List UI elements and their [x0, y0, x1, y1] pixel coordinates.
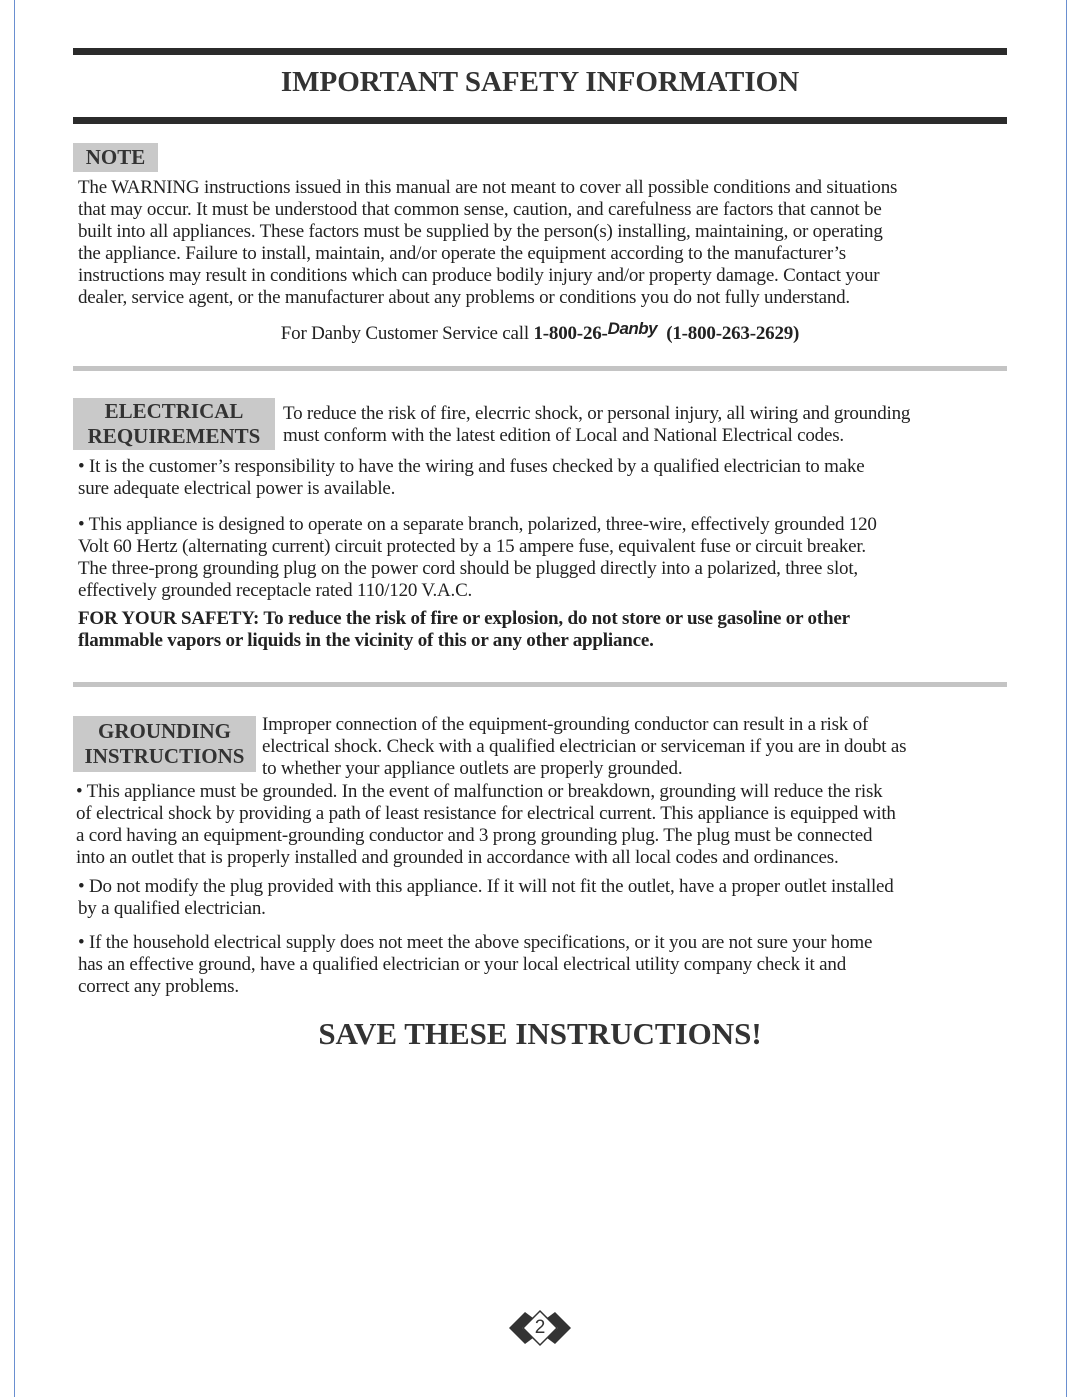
section-divider: [73, 366, 1007, 371]
text-line: a cord having an equipment-grounding conductor and 3 prong grounding plug. The plug must be connected: [76, 825, 873, 846]
electrical-intro: [283, 403, 910, 447]
text-line: correct any problems.: [78, 976, 239, 997]
electrical-bullet-2: [78, 514, 877, 602]
service-prefix: For Danby Customer Service call: [280, 323, 534, 344]
title-rule-top: [73, 48, 1007, 55]
text-line: by a qualified electrician.: [78, 898, 266, 919]
text-line: that may occur. It must be understood that common sense, caution, and carefulness are factors that cannot be: [78, 199, 882, 220]
text-line: Improper connection of the equipment-grounding conductor can result in a risk of: [262, 714, 869, 735]
text-line: ELECTRICAL: [104, 399, 244, 423]
text-line: has an effective ground, have a qualified electrician or your local electrical utility company check it and: [78, 954, 846, 975]
safety-warning: [78, 608, 850, 652]
text-line: built into all appliances. These factors must be supplied by the person(s) installing, maintaining, or operating: [78, 221, 883, 242]
electrical-bullet-1: [78, 456, 864, 500]
service-number: (1-800-263-2629): [666, 323, 800, 344]
text-line: to whether your appliance outlets are properly grounded.: [262, 758, 683, 779]
title-rule-bottom: [73, 117, 1007, 124]
page-title: IMPORTANT SAFETY INFORMATION: [280, 66, 800, 98]
grounding-instructions-label: [73, 716, 256, 772]
text-line: The three-prong grounding plug on the power cord should be plugged directly into a polarized, three slot,: [78, 558, 858, 579]
text-line: Volt 60 Hertz (alternating current) circuit protected by a 15 ampere fuse, equivalent fuse or circuit breaker.: [78, 536, 866, 557]
danby-logo: Danby: [607, 319, 658, 338]
text-line: must conform with the latest edition of Local and National Electrical codes.: [283, 425, 844, 446]
text-line: into an outlet that is properly installed and grounded in accordance with all local codes and ordinances.: [76, 847, 839, 868]
page-number: 2: [534, 1317, 546, 1338]
page-border-right: [1066, 0, 1067, 1397]
section-divider: [73, 682, 1007, 687]
text-line: GROUNDING: [97, 719, 231, 743]
text-line: To reduce the risk of fire, elecrric shock, or personal injury, all wiring and grounding: [283, 403, 911, 424]
text-line: flammable vapors or liquids in the vicinity of this or any other appliance.: [78, 630, 654, 651]
text-line: REQUIREMENTS: [87, 424, 261, 448]
note-paragraph: [78, 177, 897, 309]
text-line: • If the household electrical supply does not meet the above specifications, or it you are not sure your home: [78, 932, 873, 953]
text-line: instructions may result in conditions which can produce bodily injury and/or property damage. Contact your: [78, 265, 880, 286]
text-line: • It is the customer’s responsibility to have the wiring and fuses checked by a qualified electrician to make: [78, 456, 865, 477]
page-number-badge: [505, 1305, 575, 1351]
text-line: effectively grounded receptacle rated 110/120 V.A.C.: [78, 580, 473, 601]
text-line: FOR YOUR SAFETY: To reduce the risk of fire or explosion, do not store or use gasoline or other: [78, 608, 850, 629]
electrical-requirements-label: [73, 398, 275, 450]
save-instructions-heading: SAVE THESE INSTRUCTIONS!: [318, 1016, 762, 1051]
text-line: the appliance. Failure to install, maintain, and/or operate the equipment according to the manufacturer’s: [78, 243, 846, 264]
grounding-bullet-3: [78, 932, 872, 998]
service-number-prefix: 1-800-26-: [533, 323, 608, 344]
text-line: • Do not modify the plug provided with this appliance. If it will not fit the outlet, have a proper outlet installed: [78, 876, 894, 897]
grounding-intro: [262, 714, 906, 780]
customer-service-line: [0, 319, 1080, 345]
text-line: of electrical shock by providing a path of least resistance for electrical current. This appliance is equipped with: [76, 803, 896, 824]
text-line: INSTRUCTIONS: [84, 744, 245, 768]
text-line: The WARNING instructions issued in this manual are not meant to cover all possible conditions and situations: [78, 177, 898, 198]
note-label: NOTE: [73, 143, 158, 172]
text-line: • This appliance must be grounded. In the event of malfunction or breakdown, grounding will reduce the risk: [76, 781, 883, 802]
grounding-bullet-1: [76, 781, 896, 869]
text-line: dealer, service agent, or the manufacturer about any problems or conditions you do not fully understand.: [78, 287, 850, 308]
text-line: electrical shock. Check with a qualified electrician or serviceman if you are in doubt as: [262, 736, 907, 757]
text-line: • This appliance is designed to operate on a separate branch, polarized, three-wire, effectively grounded 120: [78, 514, 877, 535]
page-border-left: [14, 0, 15, 1397]
grounding-bullet-2: [78, 876, 894, 920]
text-line: sure adequate electrical power is available.: [78, 478, 396, 499]
